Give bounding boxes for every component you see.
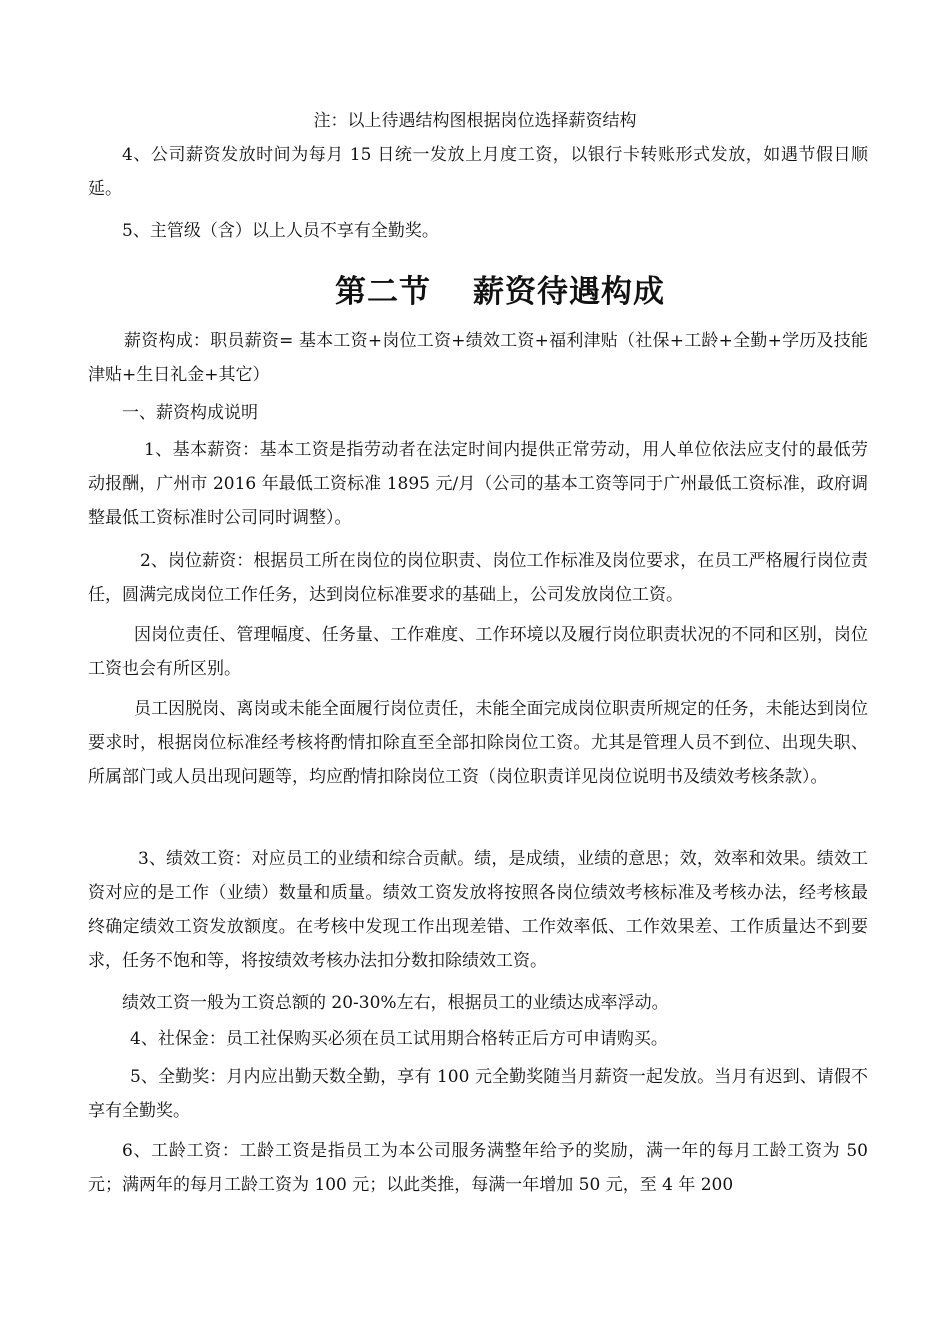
performance-salary-paragraph: 3、绩效工资：对应员工的业绩和综合贡献。绩，是成绩，业绩的意思；效，效率和效果。绩效工资对应的是工作（业绩）数量和质量。绩效工资发放将按照各岗位绩效考核标准及考核办法，经考核最终确定绩效工资发放额度。在考核中发现工作出现差错、工作效率低、工作效果差、工作质量达不到要求，任务不饱和等，将按绩效考核办法扣分数扣除绩效工资。 — [88, 849, 868, 971]
performance-ratio-paragraph: 绩效工资一般为工资总额的 20-30%左右，根据员工的业绩达成率浮动。 — [122, 993, 669, 1013]
position-salary-difference-paragraph: 因岗位责任、管理幅度、任务量、工作难度、工作环境以及履行岗位职责状况的不同和区别，岗位工资也会有所区别。 — [88, 625, 868, 679]
salary-composition-paragraph: 薪资构成：职员薪资= 基本工资+岗位工资+绩效工资+福利津贴（社保+工龄+全勤+学历及技能津贴+生日礼金+其它） — [88, 331, 868, 385]
payment-time-paragraph: 4、公司薪资发放时间为每月 15 日统一发放上月度工资，以银行卡转账形式发放，如遇节假日顺延。 — [88, 145, 868, 199]
seniority-salary-paragraph: 6、工龄工资：工龄工资是指员工为本公司服务满整年给予的奖励，满一年的每月工龄工资为 50 元；满两年的每月工龄工资为 100 元；以此类推，每满一年增加 50 元，至 4 年 200 — [88, 1141, 868, 1195]
basic-salary-paragraph: 1、基本薪资：基本工资是指劳动者在法定时间内提供正常劳动，用人单位依法应支付的最低劳动报酬，广州市 2016 年最低工资标准 1895 元/月（公司的基本工资等同于广州最低工资标准，政府调整最低工资标准时公司同时调整）。 — [88, 440, 868, 528]
section-title: 薪资待遇构成 — [473, 274, 665, 310]
position-salary-deduction-paragraph: 员工因脱岗、离岗或未能全面履行岗位责任，未能全面完成岗位职责所规定的任务，未能达到岗位要求时，根据岗位标准经考核将酌情扣除直至全部扣除岗位工资。尤其是管理人员不到位、出现失职、所属部门或人员出现问题等，均应酌情扣除岗位工资（岗位职责详见岗位说明书及绩效考核条款）。 — [88, 699, 868, 787]
section-heading — [0, 268, 950, 316]
attendance-exclusion-paragraph: 5、主管级（含）以上人员不享有全勤奖。 — [122, 221, 439, 241]
section-number: 第二节 — [335, 274, 431, 310]
structure-note: 注：以上待遇结构图根据岗位选择薪资结构 — [313, 111, 637, 131]
social-insurance-paragraph: 4、社保金：员工社保购买必须在员工试用期合格转正后方可申请购买。 — [130, 1029, 668, 1049]
full-attendance-paragraph: 5、全勤奖：月内应出勤天数全勤，享有 100 元全勤奖随当月薪资一起发放。当月有迟到、请假不享有全勤奖。 — [88, 1067, 868, 1121]
position-salary-paragraph: 2、岗位薪资：根据员工所在岗位的岗位职责、岗位工作标准及岗位要求，在员工严格履行岗位责任，圆满完成岗位工作任务，达到岗位标准要求的基础上，公司发放岗位工资。 — [88, 551, 868, 605]
composition-subheading: 一、薪资构成说明 — [122, 403, 258, 423]
